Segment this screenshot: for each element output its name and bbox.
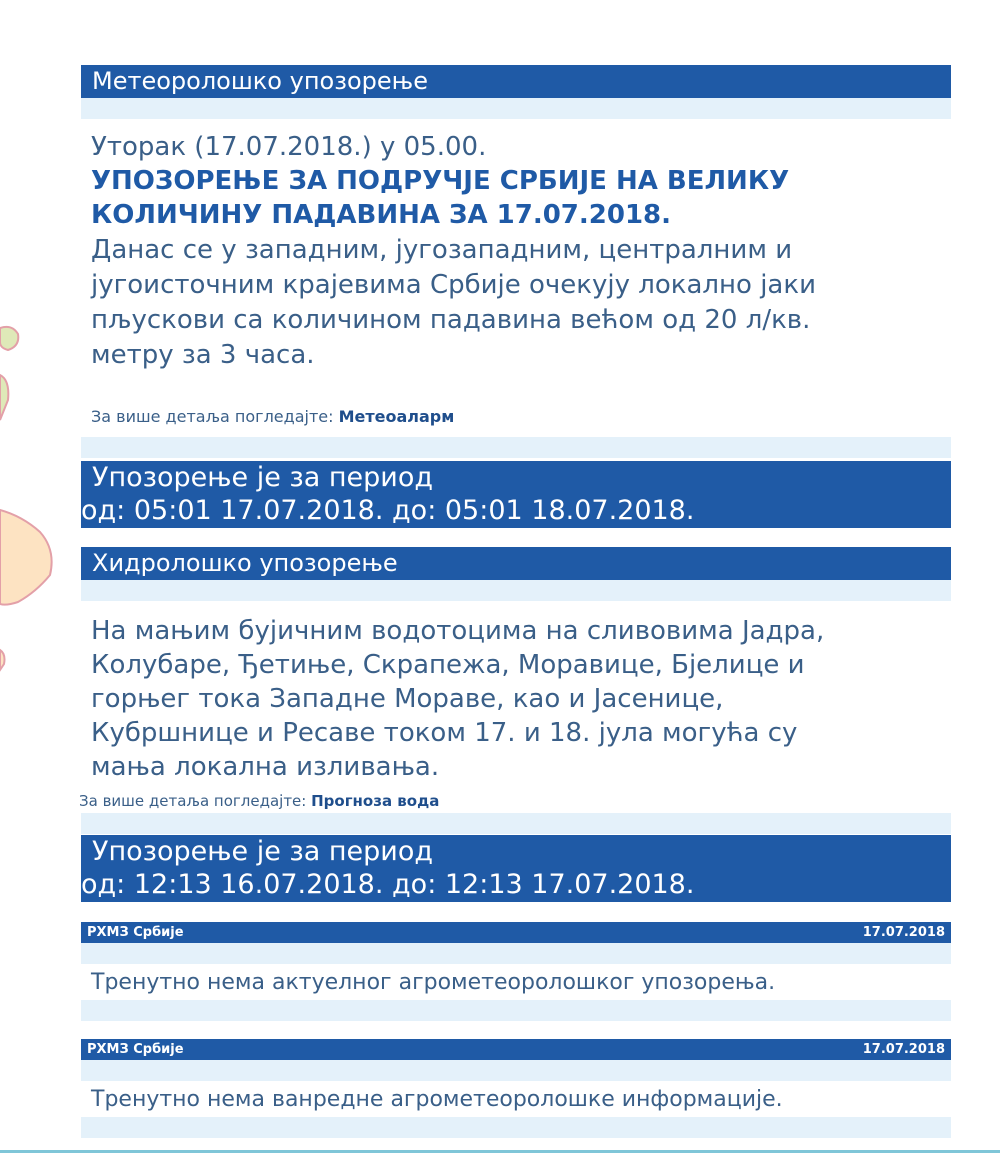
meteo-warning-header: Метеоролошко упозорење [81, 65, 951, 98]
hydro-period-range: од: 12:13 16.07.2018. до: 12:13 17.07.2018. [81, 869, 695, 900]
hydro-period-bar [81, 835, 951, 902]
hydro-details [79, 792, 439, 810]
hydro-body-line: горњег тока Западне Мораве, као и Јасенице, [91, 684, 724, 714]
details-prefix: За више детаља погледајте: [91, 407, 334, 426]
agro-info-bar [81, 1039, 951, 1060]
meteo-date-line: Уторак (17.07.2018.) у 05.00. [91, 132, 487, 162]
agro-warning-bottom-strip [81, 1000, 951, 1021]
meteo-body-line: Данас се у западним, југозападним, централним и [91, 235, 793, 265]
agro-info-text: Тренутно нема ванредне агрометеоролошке информације. [91, 1087, 783, 1112]
meteo-body-line: пљускови са количином падавина већом од 20 л/кв. [91, 305, 811, 335]
hydro-warning-header: Хидролошко упозорење [81, 547, 951, 580]
agro-info-strip [81, 1060, 951, 1081]
agro-warning-source: РХМЗ Србије [87, 925, 184, 940]
hydro-period-label: Упозорење је за период [92, 836, 434, 867]
hydro-body-line: Кубршнице и Ресаве током 17. и 18. јула могућа су [91, 718, 798, 748]
meteo-details-strip [81, 437, 951, 458]
hydro-body-line: Колубаре, Ђетиње, Скрапежа, Моравице, Бјелице и [91, 650, 805, 680]
agro-info-bottom-strip [81, 1117, 951, 1138]
agro-warning-date: 17.07.2018 [862, 925, 945, 940]
agro-warning-strip [81, 943, 951, 964]
hydro-body-line: мања локална изливања. [91, 752, 440, 782]
meteo-title-line-1: УПОЗОРЕЊЕ ЗА ПОДРУЧЈЕ СРБИЈЕ НА ВЕЛИКУ [91, 166, 790, 196]
meteo-details [91, 407, 454, 426]
map-fragment-decoration [0, 320, 60, 680]
meteo-header-strip [81, 98, 951, 119]
hydro-details-strip [81, 813, 951, 834]
meteo-period-range: од: 05:01 17.07.2018. до: 05:01 18.07.2018. [81, 495, 695, 526]
meteo-body-line: метру за 3 часа. [91, 340, 315, 370]
meteo-period-label: Упозорење је за период [92, 462, 434, 493]
meteo-title-line-2: КОЛИЧИНУ ПАДАВИНА ЗА 17.07.2018. [91, 200, 672, 230]
water-forecast-link[interactable]: Прогноза вода [311, 792, 440, 810]
agro-info-date: 17.07.2018 [862, 1042, 945, 1057]
meteoalarm-link[interactable]: Метеоаларм [338, 407, 455, 426]
agro-warning-bar [81, 922, 951, 943]
agro-info-source: РХМЗ Србије [87, 1042, 184, 1057]
bottom-divider [0, 1150, 1000, 1153]
hydro-header-strip [81, 580, 951, 601]
details-prefix: За више детаља погледајте: [79, 792, 307, 810]
hydro-body-line: На мањим бујичним водотоцима на сливовима Јадра, [91, 616, 825, 646]
meteo-body-line: југоисточним крајевима Србије очекују локално јаки [91, 270, 816, 300]
meteo-period-bar [81, 461, 951, 528]
agro-warning-text: Тренутно нема актуелног агрометеоролошког упозорења. [91, 970, 776, 995]
